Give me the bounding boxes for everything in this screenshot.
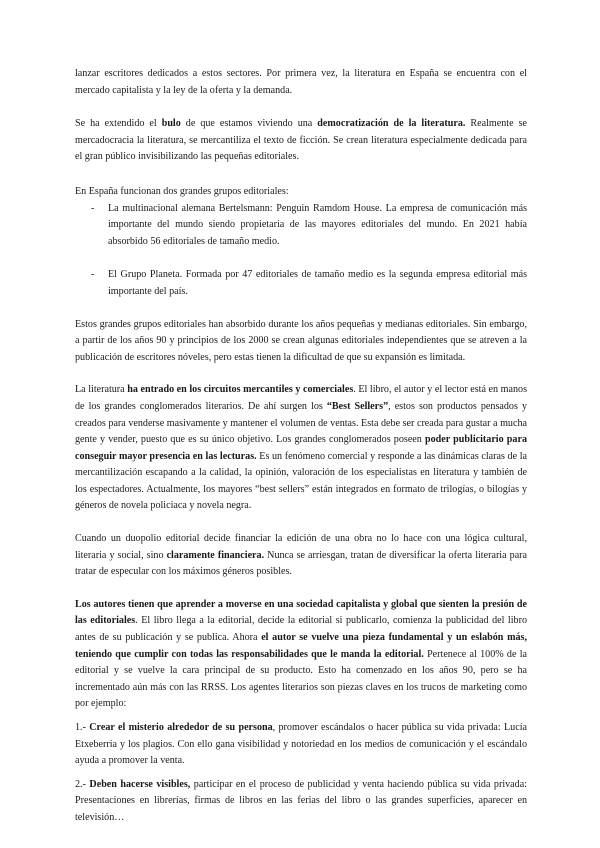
bold-run: Crear el misterio alrededor de su persona xyxy=(89,722,273,733)
paragraph-duopoly xyxy=(75,531,527,581)
text-run: Es un fenómeno comercial y responde a las dinámicas claras de la mercantilización escapando a la calidad, la opinión, valoración de los especialistas en literatura y también de los espectadores. Actualmente, los mayores “best sellers” están integrados en formato de trilogías, o bilogías y géneros de novela policiaca y novela negra. xyxy=(75,450,527,512)
document-page xyxy=(75,66,527,827)
text-run: participar en el proceso de publicidad y venta haciendo pública su vida privada: Presentaciones en librerías, firmas de libros en las ferias del libro o las grandes superficies, aparecer en televisión… xyxy=(75,778,527,823)
bold-run: bulo xyxy=(161,118,181,130)
paragraph-best-sellers xyxy=(75,382,527,515)
bold-run: poder publicitario para conseguir mayor presencia en las lecturas. xyxy=(75,434,527,462)
paragraph-groups-intro: En España funcionan dos grandes grupos editoriales: xyxy=(75,185,289,197)
text-run: , estos son productos pensados y creados para venderse masivamente y mantener el volumen de ventas. Esta debe ser creada para gustar a mucha gente y vender, puesto que es su único objetivo. Los grandes conglomerados poseen xyxy=(75,400,527,446)
paragraph-market: lanzar escritores dedicados a estos sectores. Por primera vez, la literatura en España se encuentra con el mercado capitalista y la ley de la oferta y la demanda. xyxy=(75,68,527,96)
text-run: La literatura xyxy=(75,384,128,396)
bold-run: Deben hacerse visibles, xyxy=(89,778,191,790)
paragraph-point-1 xyxy=(75,720,527,770)
text-run: Cuando un duopolio editorial decide financiar la edición de una obra no lo hace con una lógica cultural, literaria y social, sino xyxy=(75,533,527,561)
text-run: . El libro llega a la editorial, decide la editorial si publicarlo, comienza la publicidad del libro antes de su publicación y se publica. Ahora xyxy=(75,615,528,644)
text-run: Se ha extendido el xyxy=(75,118,162,130)
dash-bullet: - xyxy=(91,202,95,214)
bold-run: claramente financiera. xyxy=(166,549,265,561)
bold-run: Los autores tienen que aprender a moverse en una sociedad capitalista y global que sienten la presión de las editoriales xyxy=(75,598,527,627)
text-run: , promover escándalos o hacer pública su vida privada: Lucía Etxeberria y los plagios. Con ello gana visibilidad y notoriedad en los medios de comunicación y el escándalo ayuda a promover la venta. xyxy=(75,722,527,767)
bold-run: democratización de la literatura. xyxy=(317,118,466,130)
item-number: 1.- xyxy=(75,722,90,733)
paragraph-authors xyxy=(75,597,527,713)
groups-list xyxy=(75,201,527,301)
text-run: Realmente se mercadocracia la literatura, se mercantiliza el texto de ficción. Se crean literatura especialmente dedicada para el gran público invisibilizando las pequeñas editoriales. xyxy=(75,118,527,163)
dash-bullet: - xyxy=(91,269,95,281)
bold-run: ha entrado en los circuitos mercantiles y comerciales xyxy=(127,384,354,396)
text-run: Pertenece al 100% de la editorial y se vuelve la cara principal de su producto. Esto ha comenzado en los años 90, pero se ha incrementado aún más con las RRSS. Los agentes literarios son piezas claves en los trucos de marketing como por ejemplo: xyxy=(75,648,527,710)
bold-run: el autor se vuelve una pieza fundamental y un eslabón más, teniendo que cumplir con todas las responsabilidades que le manda la editorial. xyxy=(75,632,527,660)
list-item xyxy=(75,201,527,251)
list-item xyxy=(75,267,527,300)
paragraph-bulo xyxy=(75,116,527,166)
text-run: de que estamos viviendo una xyxy=(180,118,318,130)
list-item-text: La multinacional alemana Bertelsmann: Penguin Ramdom House. La empresa de comunicación más importante del mundo siendo propietaria de las mayores editoriales del mundo. En 2021 había absorbido 56 editoriales de tamaño medio. xyxy=(108,202,527,247)
item-number: 2.- xyxy=(75,778,90,790)
text-run: . El libro, el autor y el lector está en manos de los grandes conglomerados literarios. De ahí surgen los xyxy=(75,384,527,412)
paragraph-independents: Estos grandes grupos editoriales han absorbido durante los años pequeñas y medianas editoriales. Sin embargo, a partir de los años 90 y principios de los 2000 se crean algunas editoriales independientes que se atreven a la publicación de escritores nóveles, pero estas tienen la dificultad de que su expansión es limitada. xyxy=(75,318,527,363)
paragraph-point-2 xyxy=(75,777,527,827)
bold-run: “Best Sellers” xyxy=(326,400,389,412)
text-run: Nunca se arriesgan, tratan de diversificar la oferta literaria para tratar de especular con los máximos géneros posibles. xyxy=(75,549,528,578)
list-item-text: El Grupo Planeta. Formada por 47 editoriales de tamaño medio es la segunda empresa editorial más importante del país. xyxy=(108,269,527,297)
